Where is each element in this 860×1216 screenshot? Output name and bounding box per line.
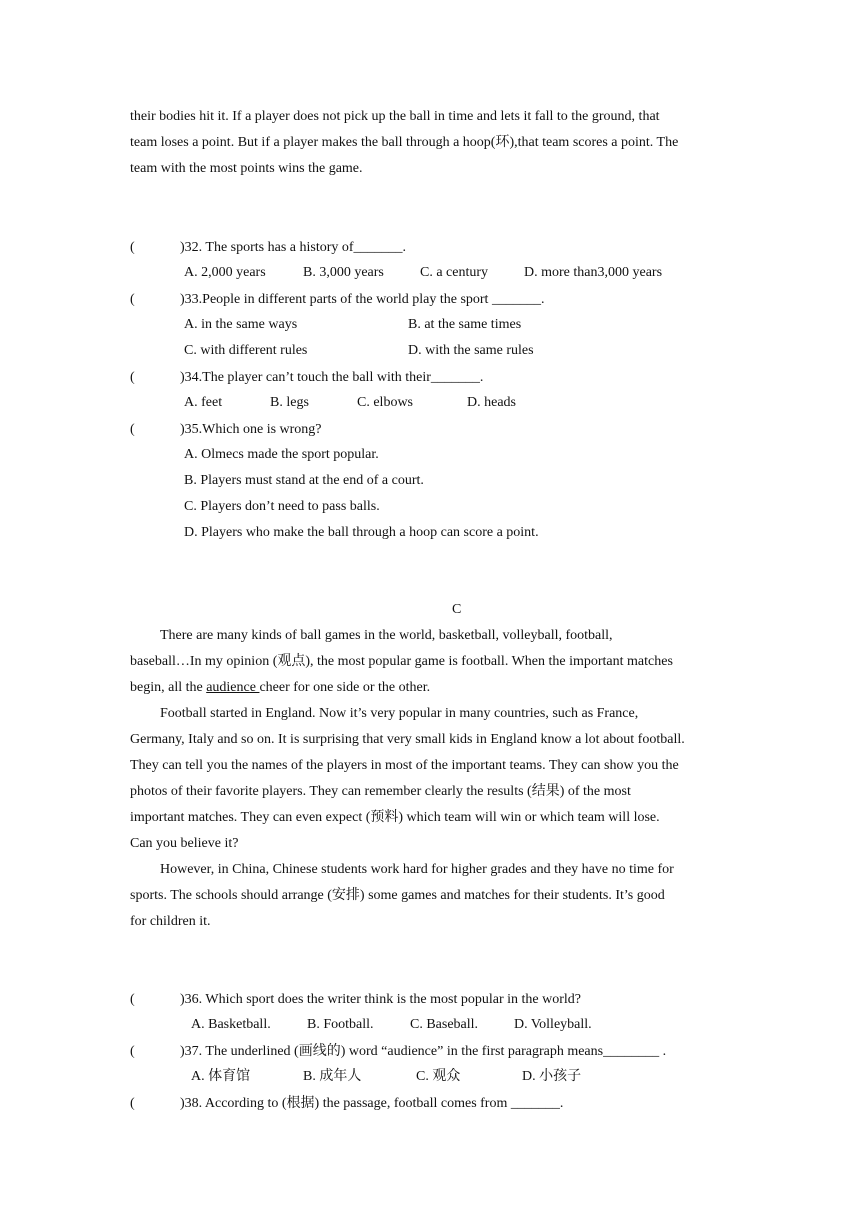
question-36-stem: )36. Which sport does the writer think is the most popular in the world? [180, 992, 582, 1007]
passage-c-line-2: baseball…In my opinion (观点), the most popular game is football. When the important matches [130, 654, 673, 669]
q32-option-d: D. more than3,000 years [524, 265, 663, 280]
q33-option-d: D. with the same rules [408, 343, 534, 358]
q32-option-a: A. 2,000 years [184, 265, 266, 280]
passage-c-line-3-end: cheer for one side or the other. [259, 680, 431, 695]
answer-bracket-36: ( [130, 992, 135, 1007]
q36-option-a: A. Basketball. [191, 1017, 271, 1032]
passage-c-line-10: However, in China, Chinese students work hard for higher grades and they have no time for [160, 862, 674, 877]
q37-option-b: B. 成年人 [303, 1069, 362, 1084]
passage-c-line-9: Can you believe it? [130, 836, 239, 851]
q37-option-d: D. 小孩子 [522, 1069, 582, 1084]
answer-bracket-38: ( [130, 1096, 135, 1111]
passage-c-line-4: Football started in England. Now it’s very popular in many countries, such as France, [160, 706, 639, 721]
question-33-stem: )33.People in different parts of the world play the sport _______. [180, 292, 545, 307]
q35-option-c: C. Players don’t need to pass balls. [184, 499, 380, 514]
q36-option-b: B. Football. [307, 1017, 374, 1032]
passage-c-line-12: for children it. [130, 914, 211, 929]
passage-c-line-11: sports. The schools should arrange (安排) some games and matches for their students. It’s good [130, 888, 665, 903]
question-37-stem: )37. The underlined (画线的) word “audience” in the first paragraph means________ . [180, 1044, 667, 1059]
question-38-stem: )38. According to (根据) the passage, football comes from _______. [180, 1096, 564, 1111]
answer-bracket-32: ( [130, 240, 135, 255]
question-35-stem: )35.Which one is wrong? [180, 422, 322, 437]
q34-option-a: A. feet [184, 395, 223, 410]
q34-option-c: C. elbows [357, 395, 413, 410]
passage-c-line-6: They can tell you the names of the players in most of the important teams. They can show you the [130, 758, 679, 773]
question-34-stem: )34.The player can’t touch the ball with their_______. [180, 370, 484, 385]
q33-option-c: C. with different rules [184, 343, 308, 358]
q36-option-d: D. Volleyball. [514, 1017, 592, 1032]
q35-option-b: B. Players must stand at the end of a court. [184, 473, 424, 488]
question-32-stem: )32. The sports has a history of_______. [180, 240, 407, 255]
passage-c-line-5: Germany, Italy and so on. It is surprising that very small kids in England know a lot about football. [130, 732, 685, 747]
passage-b-line-2: team loses a point. But if a player makes the ball through a hoop(环),that team scores a point. The [130, 135, 679, 150]
passage-c-line-3 [130, 679, 430, 697]
passage-c-line-1: There are many kinds of ball games in the world, basketball, volleyball, football, [160, 628, 613, 643]
answer-bracket-33: ( [130, 292, 135, 307]
answer-bracket-35: ( [130, 422, 135, 437]
answer-bracket-34: ( [130, 370, 135, 385]
answer-bracket-37: ( [130, 1044, 135, 1059]
underlined-word-audience: audience [206, 680, 260, 695]
q32-option-b: B. 3,000 years [303, 265, 384, 280]
q37-option-a: A. 体育馆 [191, 1069, 251, 1084]
q32-option-c: C. a century [420, 265, 489, 280]
passage-c-line-3-start: begin, all the [130, 680, 207, 695]
q36-option-c: C. Baseball. [410, 1017, 479, 1032]
q33-option-b: B. at the same times [408, 317, 522, 332]
passage-c-line-8: important matches. They can even expect (预料) which team will win or which team will lose. [130, 810, 660, 825]
passage-c-line-7: photos of their favorite players. They can remember clearly the results (结果) of the most [130, 784, 631, 799]
q33-option-a: A. in the same ways [184, 317, 298, 332]
section-c-title: C [452, 602, 462, 617]
q35-option-a: A. Olmecs made the sport popular. [184, 447, 379, 462]
passage-b-line-3: team with the most points wins the game. [130, 161, 363, 176]
q37-option-c: C. 观众 [416, 1069, 461, 1084]
passage-b-line-1: their bodies hit it. If a player does not pick up the ball in time and lets it fall to the ground, that [130, 109, 660, 124]
q34-option-d: D. heads [467, 395, 516, 410]
q34-option-b: B. legs [270, 395, 309, 410]
q35-option-d: D. Players who make the ball through a hoop can score a point. [184, 525, 539, 540]
